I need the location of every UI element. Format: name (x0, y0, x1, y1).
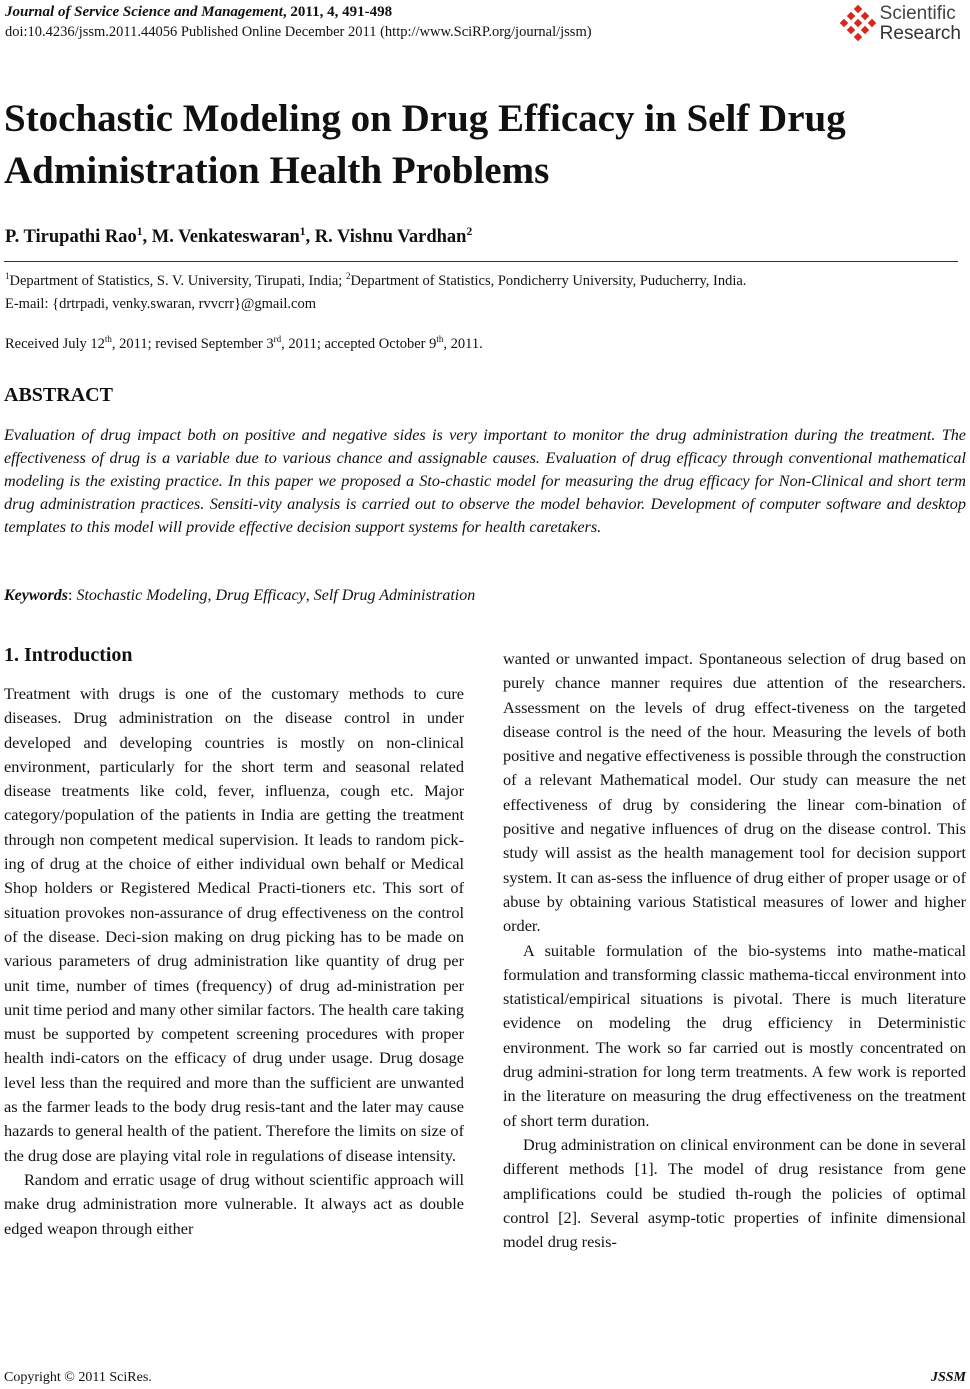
accepted-year: , 2011. (443, 336, 483, 352)
doi-line: doi:10.4236/jssm.2011.44056 Published Online December 2011 (http://www.SciRP.org/journal/jssm) (5, 24, 592, 40)
author-2-affil: 1 (299, 225, 306, 238)
title-line-2: Administration Health Problems (4, 149, 550, 192)
journal-abbreviation: JSSM (930, 1370, 966, 1385)
logo-text-line2: Research (879, 23, 961, 44)
author-1-affil: 1 (136, 225, 143, 238)
author-email: E-mail: {drtrpadi, venky.swaran, rvvcrr}@gmail.com (5, 296, 316, 312)
affil-sup-1: 1 (5, 271, 10, 282)
received-date: Received July 12 (5, 336, 105, 352)
abstract-heading: ABSTRACT (4, 384, 113, 406)
publisher-logo (839, 4, 961, 44)
left-column (4, 682, 464, 1241)
received-dates (5, 336, 483, 353)
right-column (503, 647, 966, 1254)
logo-text-line1: Scientific (879, 3, 956, 24)
copyright: Copyright © 2011 SciRes. (4, 1370, 152, 1385)
author-list (5, 227, 472, 248)
author-2: , M. Venkateswaran (142, 227, 300, 247)
keyword-2: Drug Efficacy (215, 587, 306, 604)
journal-header (5, 2, 965, 54)
accepted-sup: th (436, 334, 444, 345)
title-line-1: Stochastic Modeling on Drug Efficacy in Self Drug (4, 97, 846, 140)
affiliations (5, 270, 746, 316)
keywords-label: Keywords (4, 587, 68, 604)
paragraph: Treatment with drugs is one of the customary methods to cure diseases. Drug administration on the disease control in under developed and developing countries is mostly on non-clinical environment, particularly for the short term and seasonal related disease treatments like cold, fever, influenza, cough etc. Major category/population of the patients in India are getting the treatment through non competent medical supervision. It leads to random pick-ing of drug at the choice of either individual own behalf or Medical Shop holders or Registered Medical Practi-tioners etc. This sort of situation provokes non-assurance of drug effectiveness on the control of the disease. Deci-sion making on drug picking has to be made on various parameters of drug administration like quantity of drug per unit time, number of times (frequency) of drug ad-ministration per unit time period and many other similar factors. The health care taking must be supported by competent screening procedures with proper health indi-cators on the efficacy of drug under usage. Drug dosage level less than the required and more than the sufficient are unwanted as the farmer leads to the body drug resis-tant and the later may cause hazards to general health of the patient. Therefore the limits on size of the drug dose are playing vital role in regulations of disease intensity. (4, 684, 464, 1165)
section-heading-introduction: 1. Introduction (4, 644, 133, 666)
paper-title (4, 93, 964, 197)
affil-dept-2: Department of Statistics, Pondicherry University, Puducherry, India. (350, 273, 747, 289)
title-divider (4, 261, 958, 262)
paragraph: wanted or unwanted impact. Spontaneous selection of drug based on purely chance manner requires due attention of the researchers. Assessment on the levels of drug effect-tiveness on the targeted disease control is the need of the hour. Measuring the levels of both positive and negative effectiveness is possible through the construction of a relevant Mathematical model. Our study can measure the net effectiveness of drug by considering the linear com-bination of positive and negative influences of drug on the disease control. This study will assist as the health management tool for decision support system. It can as-sess the influence of drug either of proper usage or of abuse by obtaining various Statistical measures of lower and higher order. (503, 649, 966, 936)
journal-name: Journal of Service Science and Management (5, 4, 283, 20)
page-footer (4, 1370, 966, 1386)
revised-date: , 2011; revised September 3 (111, 336, 274, 352)
journal-volume: , 2011, 4, 491-498 (282, 4, 393, 20)
scientific-research-logo-icon (839, 4, 877, 44)
author-1: P. Tirupathi Rao (5, 227, 137, 247)
affil-sup-2: 2 (345, 271, 351, 282)
author-3-affil: 2 (466, 225, 473, 238)
accepted-date: , 2011; accepted October 9 (281, 336, 437, 352)
journal-citation (5, 2, 965, 22)
revised-sup: rd (273, 334, 282, 345)
paragraph: Drug administration on clinical environment can be done in several different methods [1]. The model of drug resistance from gene amplifications could be studied th-rough the policies of optimal control [2]. Several asymp-totic properties of infinite dimensional model drug resis- (503, 1134, 966, 1252)
paragraph: A suitable formulation of the bio-systems into mathe-matical formulation and transforming classic mathema-ticcal environment into statistical/empirical situations is pivotal. There is much literature evidence on modeling the drug efficiency in Deterministic environment. The work so far carried out is mostly concentrated on drug admini-stration for long term treatments. A few work is reported in the literature on measuring the drug effectiveness on the treatment of short term duration. (503, 940, 966, 1130)
paragraph: Random and erratic usage of drug without scientific approach will make drug administration more vulnerable. It always act as double edged weapon through either (4, 1169, 464, 1238)
abstract-text: Evaluation of drug impact both on positive and negative sides is very important to monitor the drug administration during the treatment. The effectiveness of drug is a variable due to various chance and assignable causes. Evaluation of drug efficacy through conventional mathematical modeling is the existing practice. In this paper we proposed a Sto-chastic model for measuring the drug efficacy for Non-Clinical and short term drug administration practices. Sensiti-vity analysis is carried out to observe the model behavior. Development of computer software and desktop templates to this model will provide effective decision support systems for health caretakers. (4, 426, 966, 536)
author-3: , R. Vishnu Vardhan (305, 227, 467, 247)
keyword-1: Stochastic Modeling (76, 587, 208, 604)
received-sup: th (104, 334, 112, 345)
affil-dept-1: Department of Statistics, S. V. University, Tirupati, India; (9, 273, 346, 289)
keyword-3: Self Drug Administration (313, 587, 476, 604)
keywords: Keywords: Stochastic Modeling, Drug Efficacy, Self Drug Administration (4, 587, 476, 604)
